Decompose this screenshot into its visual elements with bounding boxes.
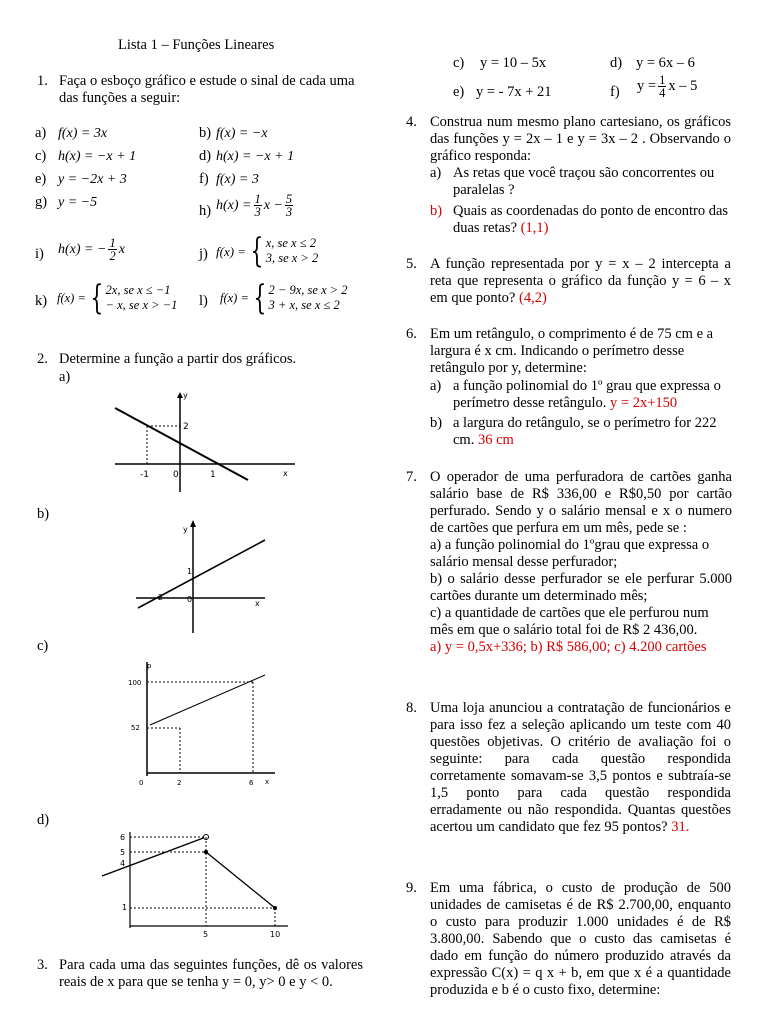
q1l-case2: 3 + x, se x ≤ 2 (268, 298, 340, 312)
graph-d-tick-x10: 10 (270, 930, 281, 939)
q9-text: Em uma fábrica, o custo de produção de 500 unidades de camisetas é de R$ 2.700,00, enquanto o custo para produzir 1.000 unidades é de R$ 3.800,00. Sabendo que o custo das camisetas é dado em função do número produzido através da expressão C(x) = q x + b, em que x é a quantidade produzida e b é o custo fixo, determine: (430, 880, 731, 998)
q1f-expr: f(x) = 3 (216, 172, 259, 187)
graph-c-tick-2: 2 (177, 779, 182, 787)
q1-number: 1. (37, 73, 48, 89)
q1g-expr: y = −5 (58, 195, 98, 210)
q1j-case1: x, se x ≤ 2 (265, 236, 316, 250)
graph-a-tick-neg1: -1 (140, 470, 149, 480)
graph-c (125, 658, 280, 790)
q1k-label: k) (35, 293, 48, 309)
q4b-answer: (1,1) (520, 220, 549, 236)
q6a-text: a função polinomial do 1º grau que expressa o perímetro desse retângulo. (453, 378, 721, 411)
q1h-den: 3 (254, 205, 261, 219)
q1d-expr: h(x) = −x + 1 (216, 149, 295, 164)
graph-c-x-label: x (265, 778, 270, 786)
q1d-label: d) (199, 148, 212, 164)
q7-text: O operador de uma perfuradora de cartões ganha salário base de R$ 336,00 e R$0,50 por cartão perfurado. Sendo y o salário mensal e x o numero de cartões que perfura em um mês, pede se : (430, 469, 732, 536)
q1k-expr: f(x) = { 2x, se x ≤ −1 − x, se x > −1 (57, 278, 178, 318)
q1k-case1: 2x, se x ≤ −1 (105, 283, 171, 297)
graph-d-tick-1: 1 (122, 903, 128, 912)
q7b-text: b) o salário desse perfurador se ele perfurar 5.000 cartões durante um determinado mês; (430, 571, 732, 604)
q1j-case2: 3, se x > 2 (265, 251, 319, 265)
q3d-label: d) (610, 55, 623, 71)
q4b-label: b) (430, 203, 443, 219)
q5-text: A função representada por y = x – 2 intercepta a reta que representa o gráfico da função y = 6 – x em que ponto? (430, 256, 731, 306)
graph-b-arrow-y (190, 520, 196, 527)
q6a-block (453, 378, 733, 412)
q7c-text: c) a quantidade de cartões que ele perfurou num mês em que o salário total foi de R$ 2 436,00. (430, 605, 709, 638)
q7a-text: a) a função polinomial do 1ºgrau que expressa o salário mensal desse perfurador; (430, 537, 710, 570)
q8-answer: 31. (671, 819, 690, 835)
q1l-expr: f(x) = { 2 − 9x, se x > 2 3 + x, se x ≤ 2 (220, 278, 348, 318)
q5-answer: (4,2) (519, 290, 547, 306)
q1a-label: a) (35, 125, 47, 141)
graph-a-tick-1: 1 (210, 470, 216, 480)
q1j-label: j) (199, 246, 208, 262)
graph-d-tick-x5: 5 (203, 930, 209, 939)
q3c-label: c) (453, 55, 465, 71)
q4a-text: As retas que você traçou são concorrentes ou paralelas ? (453, 165, 715, 198)
q4-number: 4. (406, 114, 417, 130)
q8-block (430, 700, 731, 836)
q1j-expr: f(x) = { x, se x ≤ 2 3, se x > 2 (216, 231, 319, 271)
q1i-den: 2 (109, 249, 116, 263)
q3e-expr: y = - 7x + 21 (476, 84, 552, 100)
q1f-label: f) (199, 171, 209, 187)
q1l-lhs: f(x) = (220, 290, 249, 305)
q1h-num2: 5 (285, 192, 293, 206)
graph-b-y-label: y (183, 525, 188, 534)
q4b-block (453, 203, 733, 237)
graph-d-tick-6: 6 (120, 833, 126, 842)
q1h-frac2 (285, 193, 293, 218)
q1e-expr: y = −2x + 3 (58, 172, 127, 187)
q6b-block (453, 415, 723, 449)
q1i-rhs: x (118, 242, 125, 257)
graph-c-tick-100: 100 (128, 679, 142, 687)
q6b-text: a largura do retângulo, se o perímetro for 222 cm. (453, 415, 717, 448)
q1h-label: h) (199, 203, 212, 219)
q1i-expr (58, 237, 125, 262)
graph-a-line (115, 408, 248, 480)
q3-number: 3. (37, 957, 48, 973)
q1b-expr: f(x) = −x (216, 126, 268, 141)
q2d-label: d) (37, 812, 50, 828)
graph-b-tick-neg2: -2 (155, 593, 163, 602)
graph-d (100, 828, 290, 940)
q1c-label: c) (35, 148, 47, 164)
q9-number: 9. (406, 880, 417, 896)
q1k-lhs: f(x) = (57, 290, 86, 305)
q1b-label: b) (199, 125, 212, 141)
q3f-frac (658, 74, 666, 99)
q3-text: Para cada uma das seguintes funções, dê os valores reais de x para que se tenha y = 0, y> 0 e y < 0. (59, 957, 363, 990)
q1j-lhs: f(x) = (216, 243, 247, 259)
q6a-answer: y = 2x+150 (610, 395, 678, 411)
graph-b-tick-1: 1 (187, 567, 193, 576)
q8-text: Uma loja anunciou a contratação de funcionários e para isso fez a seleção aplicando um teste com 40 questões objetivas. O critério de avaliação foi o seguinte: para cada questão respondida corretamente somavam-se 3,5 pontos e subtraía-se 1,5 ponto para cada questão respondida erradamente ou não respondida. Quantas questões acertou um candidato que fez 95 pontos? (430, 700, 731, 835)
q3f-expr (637, 74, 697, 99)
q6-text: Em um retângulo, o comprimento é de 75 cm e a largura é x cm. Indicando o perímetro desse retângulo por y, determine: (430, 326, 714, 376)
q1c-expr: h(x) = −x + 1 (58, 149, 137, 164)
q3f-rhs: x – 5 (668, 78, 698, 94)
q7-body (430, 469, 732, 656)
q2c-label: c) (37, 638, 49, 654)
q7-answer: a) y = 0,5x+336; b) R$ 586,00; c) 4.200 cartões (430, 639, 707, 655)
graph-b-tick-0: 0 (187, 595, 193, 604)
graph-d-line1 (102, 837, 206, 876)
graph-c-tick-52: 52 (131, 724, 140, 732)
q1i-label: i) (35, 246, 44, 262)
q6a-label: a) (430, 378, 442, 394)
q6-number: 6. (406, 326, 417, 342)
q1g-label: g) (35, 194, 48, 210)
graph-a (110, 388, 300, 496)
q3c-expr: y = 10 – 5x (480, 55, 547, 71)
q1h-lhs: h(x) = (216, 198, 252, 213)
q6b-label: b) (430, 415, 443, 431)
q2-number: 2. (37, 351, 48, 367)
q2-text: Determine a função a partir dos gráficos. (59, 351, 297, 367)
graph-c-y-label: p (147, 662, 152, 670)
graph-b-x-label: x (255, 599, 260, 608)
q1a-expr: f(x) = 3x (58, 126, 108, 141)
q5-number: 5. (406, 256, 417, 272)
q3f-num: 1 (659, 73, 666, 87)
q3f-label: f) (610, 84, 620, 100)
q7-number: 7. (406, 469, 417, 485)
q4a-label: a) (430, 165, 442, 181)
q1l-label: l) (199, 293, 208, 309)
q1i-num: 1 (109, 236, 116, 250)
q1h-num: 1 (254, 192, 261, 206)
q1e-label: e) (35, 171, 47, 187)
q3f-den: 4 (659, 86, 666, 100)
q1h-den2: 3 (285, 205, 293, 219)
graph-b (130, 518, 270, 636)
q4b-text: Quais as coordenadas do ponto de encontro das duas retas? (453, 203, 729, 236)
q6b-answer: 36 cm (477, 432, 514, 448)
graph-a-y-label: y (183, 391, 188, 400)
q8-number: 8. (406, 700, 417, 716)
q2b-label: b) (37, 506, 50, 522)
q2a-label: a) (59, 369, 71, 385)
page-title: Lista 1 – Funções Lineares (118, 37, 275, 53)
graph-a-tick-2: 2 (183, 422, 189, 432)
q1k-case2: − x, se x > −1 (105, 298, 178, 312)
q4-text: Construa num mesmo plano cartesiano, os gráficos das funções y = 2x – 1 e y = 3x – 2 . Observando o gráfico responda: (430, 114, 731, 164)
q5-block (430, 256, 731, 307)
q1i-lhs: h(x) = − (58, 242, 107, 257)
graph-c-tick-0: 0 (139, 779, 144, 787)
graph-c-tick-6: 6 (249, 779, 254, 787)
q1h-mid: x − (263, 198, 283, 213)
q1i-frac (108, 237, 116, 262)
graph-a-tick-0: 0 (173, 470, 179, 480)
graph-d-tick-5: 5 (120, 848, 126, 857)
q3d-expr: y = 6x – 6 (636, 55, 695, 71)
graph-a-x-label: x (283, 469, 288, 478)
graph-d-line2 (206, 852, 275, 908)
graph-d-tick-4: 4 (120, 859, 126, 868)
q3f-lhs: y = (637, 78, 657, 94)
q1h-frac1 (254, 193, 262, 218)
q1h-expr (216, 193, 295, 218)
q1-text: Faça o esboço gráfico e estude o sinal de cada uma das funções a seguir: (59, 73, 355, 106)
q1l-case1: 2 − 9x, se x > 2 (268, 283, 348, 297)
q3e-label: e) (453, 84, 465, 100)
